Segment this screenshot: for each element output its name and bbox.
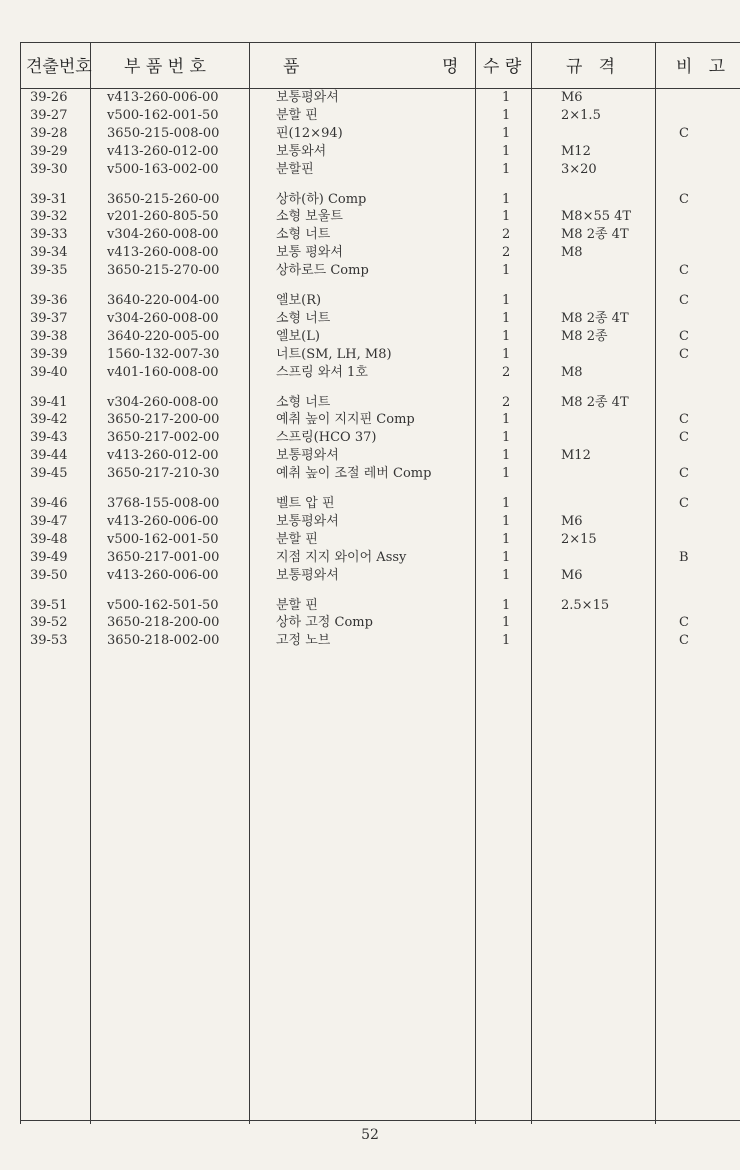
row-part-name: 소형 너트	[276, 310, 331, 326]
row-quantity: 1	[502, 209, 511, 225]
row-part-no: 3640-220-005-00	[107, 328, 220, 344]
header-illustration-no: 견출번호	[26, 57, 92, 77]
table-top-border	[20, 42, 740, 43]
row-part-no: v413-260-006-00	[107, 513, 219, 529]
row-part-no: 1560-132-007-30	[107, 346, 220, 362]
row-illustration-no: 39-29	[30, 143, 68, 159]
row-part-no: 3650-217-210-30	[107, 466, 220, 482]
row-remarks: C	[679, 263, 689, 279]
header-part-name-right: 명	[442, 57, 459, 77]
row-illustration-no: 39-28	[30, 125, 68, 141]
row-remarks: C	[679, 125, 689, 141]
row-part-no: v201-260-805-50	[107, 209, 219, 225]
row-spec: M8	[561, 245, 583, 261]
header-part-name-left: 품	[283, 57, 300, 77]
row-quantity: 1	[502, 513, 511, 529]
row-remarks: C	[679, 496, 689, 511]
column-divider	[20, 42, 21, 1124]
row-remarks: B	[679, 549, 689, 565]
row-quantity: 1	[502, 125, 511, 141]
row-illustration-no: 39-43	[30, 430, 68, 446]
header-quantity: 수 량	[483, 57, 522, 77]
row-quantity: 1	[502, 430, 511, 446]
row-spec: M8 2종 4T	[561, 394, 629, 410]
row-quantity: 1	[502, 143, 511, 159]
row-quantity: 1	[502, 310, 511, 326]
row-remarks: C	[679, 328, 689, 344]
row-spec: M6	[561, 90, 583, 105]
row-quantity: 1	[502, 549, 511, 565]
row-part-no: 3650-217-200-00	[107, 412, 220, 428]
row-part-no: 3650-215-008-00	[107, 125, 220, 141]
row-part-name: 보통평와셔	[276, 513, 339, 529]
row-spec: 2×1.5	[561, 107, 601, 123]
row-illustration-no: 39-46	[30, 496, 68, 511]
row-part-name: 보통평와셔	[276, 448, 339, 464]
row-part-no: v500-162-001-50	[107, 531, 219, 547]
row-quantity: 2	[502, 364, 511, 380]
column-divider	[655, 42, 656, 1124]
row-part-name: 상하(하) Comp	[276, 191, 367, 207]
row-remarks: C	[679, 412, 689, 428]
row-spec: M6	[561, 567, 583, 583]
row-quantity: 1	[502, 466, 511, 482]
row-part-no: 3650-215-260-00	[107, 191, 220, 207]
row-illustration-no: 39-32	[30, 209, 68, 225]
row-quantity: 1	[502, 263, 511, 279]
row-spec: M12	[561, 448, 591, 464]
row-illustration-no: 39-38	[30, 328, 68, 344]
row-part-name: 스프링(HCO 37)	[276, 430, 377, 446]
row-spec: M12	[561, 143, 591, 159]
row-illustration-no: 39-51	[30, 597, 68, 613]
row-part-name: 지점 지지 와이어 Assy	[276, 549, 407, 565]
row-quantity: 1	[502, 107, 511, 123]
header-spec: 규 격	[566, 57, 616, 77]
row-quantity: 1	[502, 531, 511, 547]
row-part-name: 분할 핀	[276, 531, 318, 547]
row-spec: 3×20	[561, 161, 597, 177]
row-remarks: C	[679, 346, 689, 362]
row-part-no: v413-260-012-00	[107, 448, 219, 464]
row-part-no: v304-260-008-00	[107, 227, 219, 243]
row-quantity: 1	[502, 328, 511, 344]
row-part-no: 3650-218-200-00	[107, 615, 220, 631]
row-part-name: 보통평와셔	[276, 90, 339, 105]
row-quantity: 1	[502, 293, 511, 308]
row-part-no: v500-162-501-50	[107, 597, 219, 613]
row-illustration-no: 39-53	[30, 633, 68, 649]
row-part-no: 3640-220-004-00	[107, 293, 220, 308]
row-remarks: C	[679, 191, 689, 207]
row-part-name: 보통평와셔	[276, 567, 339, 583]
page-number: 52	[361, 1127, 379, 1143]
row-part-name: 상하 고정 Comp	[276, 615, 373, 631]
row-illustration-no: 39-40	[30, 364, 68, 380]
row-part-name: 예취 높이 조절 레버 Comp	[276, 466, 432, 482]
row-illustration-no: 39-37	[30, 310, 68, 326]
row-spec: 2×15	[561, 531, 597, 547]
row-quantity: 2	[502, 245, 511, 261]
row-spec: M8	[561, 364, 583, 380]
row-spec: M8 2종	[561, 328, 608, 344]
row-spec: M8 2종 4T	[561, 310, 629, 326]
row-part-name: 분할 핀	[276, 107, 318, 123]
row-part-name: 예취 높이 지지핀 Comp	[276, 412, 415, 428]
row-part-name: 분할핀	[276, 161, 314, 177]
row-part-name: 스프링 와셔 1호	[276, 364, 368, 380]
row-quantity: 1	[502, 615, 511, 631]
header-remarks: 비 고	[676, 57, 726, 77]
row-illustration-no: 39-27	[30, 107, 68, 123]
row-illustration-no: 39-48	[30, 531, 68, 547]
row-quantity: 1	[502, 412, 511, 428]
table-bottom-border	[20, 1120, 740, 1121]
row-illustration-no: 39-50	[30, 567, 68, 583]
row-illustration-no: 39-31	[30, 191, 68, 207]
row-quantity: 1	[502, 191, 511, 207]
row-illustration-no: 39-47	[30, 513, 68, 529]
row-part-name: 벨트 압 핀	[276, 496, 335, 511]
row-part-no: v500-163-002-00	[107, 161, 219, 177]
row-illustration-no: 39-44	[30, 448, 68, 464]
row-part-no: v500-162-001-50	[107, 107, 219, 123]
row-part-name: 소형 너트	[276, 394, 331, 410]
row-part-name: 엘보(L)	[276, 328, 320, 344]
row-quantity: 1	[502, 90, 511, 105]
row-part-no: v413-260-008-00	[107, 245, 219, 261]
column-divider	[531, 42, 532, 1124]
row-part-name: 보통 평와셔	[276, 245, 343, 261]
row-illustration-no: 39-45	[30, 466, 68, 482]
row-quantity: 1	[502, 161, 511, 177]
row-quantity: 1	[502, 633, 511, 649]
row-part-name: 상하로드 Comp	[276, 263, 369, 279]
row-part-name: 엘보(R)	[276, 293, 322, 308]
row-spec: M6	[561, 513, 583, 529]
row-illustration-no: 39-35	[30, 263, 68, 279]
row-spec: M8×55 4T	[561, 209, 632, 225]
column-divider	[90, 42, 91, 1124]
row-illustration-no: 39-34	[30, 245, 68, 261]
row-part-name: 분할 핀	[276, 597, 318, 613]
row-illustration-no: 39-33	[30, 227, 68, 243]
row-illustration-no: 39-36	[30, 293, 68, 308]
row-part-name: 너트(SM, LH, M8)	[276, 346, 392, 362]
row-remarks: C	[679, 633, 689, 649]
row-part-no: v304-260-008-00	[107, 310, 219, 326]
row-quantity: 2	[502, 227, 511, 243]
row-part-name: 고정 노브	[276, 633, 331, 649]
row-quantity: 1	[502, 346, 511, 362]
row-illustration-no: 39-26	[30, 90, 68, 105]
row-remarks: C	[679, 615, 689, 631]
row-part-name: 보통와셔	[276, 143, 327, 159]
row-illustration-no: 39-49	[30, 549, 68, 565]
row-illustration-no: 39-41	[30, 394, 68, 410]
row-quantity: 2	[502, 394, 511, 410]
row-remarks: C	[679, 293, 689, 308]
row-spec: M8 2종 4T	[561, 227, 629, 243]
row-part-name: 소형 보울트	[276, 209, 343, 225]
column-divider	[475, 42, 476, 1124]
row-remarks: C	[679, 466, 689, 482]
row-illustration-no: 39-42	[30, 412, 68, 428]
row-illustration-no: 39-30	[30, 161, 68, 177]
row-quantity: 1	[502, 496, 511, 511]
row-part-no: 3768-155-008-00	[107, 496, 220, 511]
row-quantity: 1	[502, 567, 511, 583]
row-quantity: 1	[502, 448, 511, 464]
row-quantity: 1	[502, 597, 511, 613]
row-illustration-no: 39-52	[30, 615, 68, 631]
row-part-no: v413-260-006-00	[107, 567, 219, 583]
row-part-no: 3650-218-002-00	[107, 633, 220, 649]
header-part-no: 부 품 번 호	[124, 57, 206, 77]
row-part-name: 핀(12×94)	[276, 125, 343, 141]
row-illustration-no: 39-39	[30, 346, 68, 362]
row-part-no: 3650-217-001-00	[107, 549, 220, 565]
row-remarks: C	[679, 430, 689, 446]
row-part-no: v413-260-012-00	[107, 143, 219, 159]
row-part-no: v401-160-008-00	[107, 364, 219, 380]
row-part-no: 3650-217-002-00	[107, 430, 220, 446]
table-header-border	[20, 88, 740, 89]
row-part-no: 3650-215-270-00	[107, 263, 220, 279]
row-part-no: v304-260-008-00	[107, 394, 219, 410]
row-part-name: 소형 너트	[276, 227, 331, 243]
row-part-no: v413-260-006-00	[107, 90, 219, 105]
row-spec: 2.5×15	[561, 597, 610, 613]
column-divider	[249, 42, 250, 1124]
